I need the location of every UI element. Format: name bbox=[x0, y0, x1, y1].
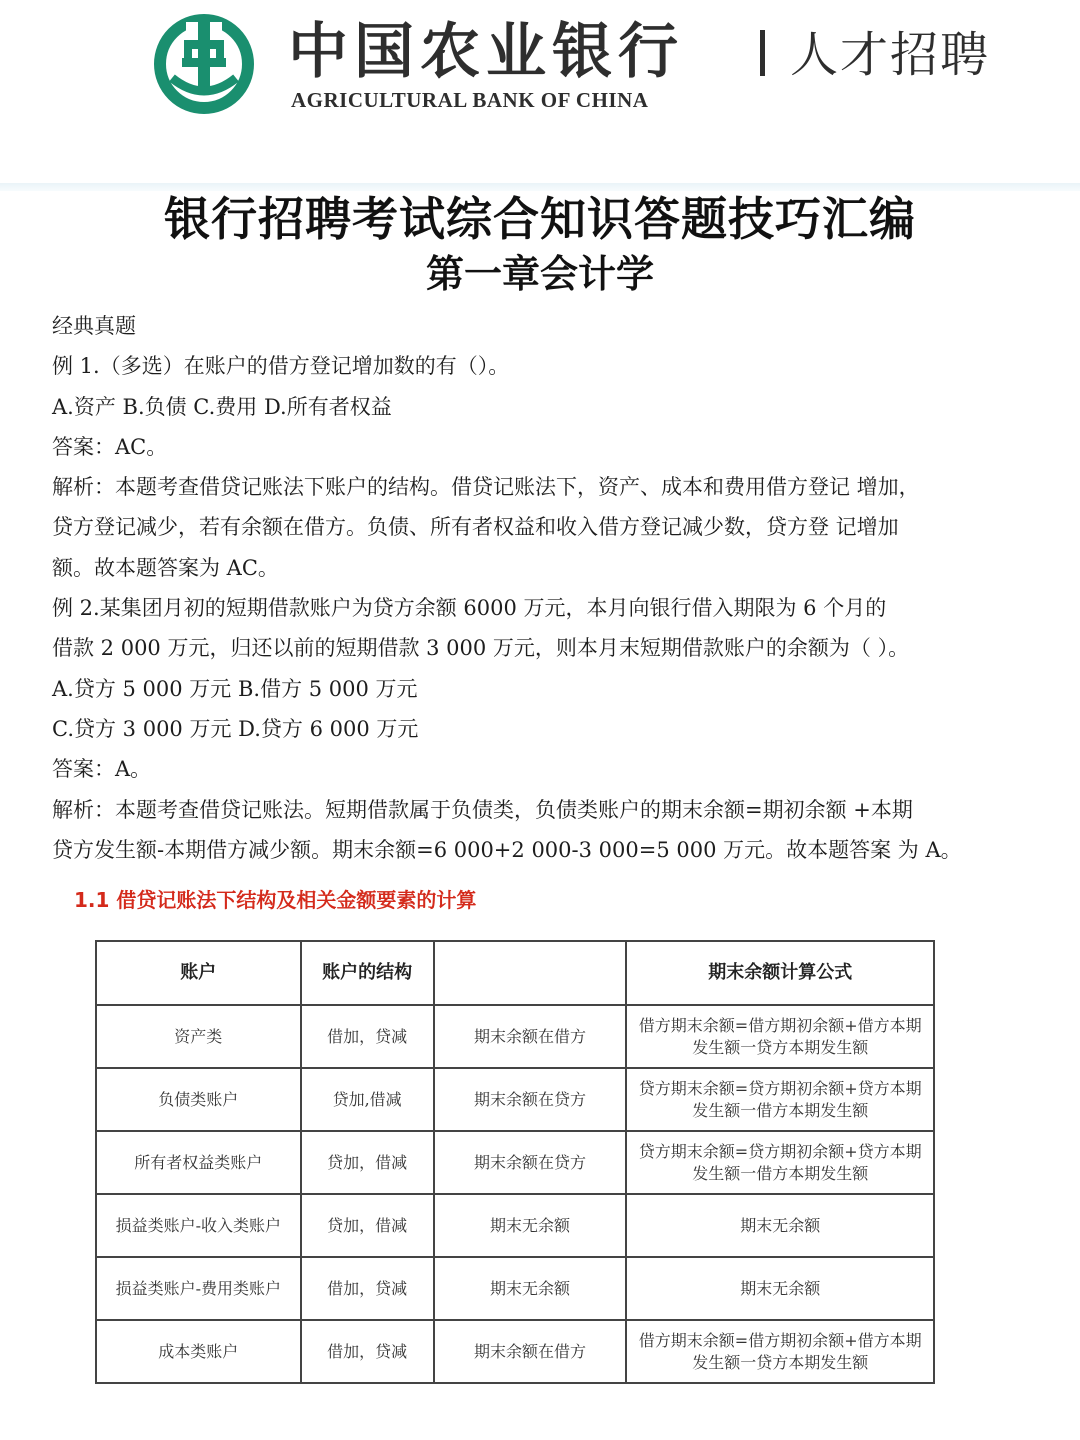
section-heading: 1.1 借贷记账法下结构及相关金额要素的计算 bbox=[74, 888, 477, 912]
table-cell: 期末余额在借方 bbox=[434, 1320, 627, 1383]
account-structure-table bbox=[95, 940, 935, 1384]
table-cell: 负债类账户 bbox=[96, 1068, 301, 1131]
header-cell bbox=[434, 941, 627, 1005]
table-cell: 贷方期末余额=贷方期初余额+贷方本期发生额一借方本期发生额 bbox=[626, 1131, 934, 1194]
table-cell: 损益类账户-费用类账户 bbox=[96, 1257, 301, 1320]
table-cell: 贷加，借减 bbox=[301, 1131, 434, 1194]
table-cell: 贷方期末余额=贷方期初余额+贷方本期发生额一借方本期发生额 bbox=[626, 1068, 934, 1131]
text-line: 借款 2 000 万元，归还以前的短期借款 3 000 万元，则本月末短期借款账户的余额为（ ）。 bbox=[52, 636, 910, 661]
table-cell: 期末余额在贷方 bbox=[434, 1131, 627, 1194]
table-cell: 期末余额在贷方 bbox=[434, 1068, 627, 1131]
table-cell: 期末无余额 bbox=[434, 1257, 627, 1320]
table-cell: 借方期末余额=借方期初余额+借方本期发生额一贷方本期发生额 bbox=[626, 1320, 934, 1383]
table-row bbox=[96, 1320, 934, 1383]
table-header-row bbox=[96, 941, 934, 1005]
brand-header bbox=[0, 0, 1080, 185]
page-title: 银行招聘考试综合知识答题技巧汇编 bbox=[164, 192, 916, 246]
text-line: 经典真题 bbox=[52, 314, 136, 338]
brand-name-en: AGRICULTURAL BANK OF CHINA bbox=[291, 88, 649, 112]
text-line: A.资产 B.负债 C.费用 D.所有者权益 bbox=[52, 394, 392, 419]
text-line: 解析：本题考查借贷记账法下账户的结构。借贷记账法下，资产、成本和费用借方登记 增加， bbox=[52, 475, 920, 500]
table-cell: 损益类账户-收入类账户 bbox=[96, 1194, 301, 1257]
question-body bbox=[52, 306, 1012, 870]
table-row bbox=[96, 1068, 934, 1131]
header-cell: 账户 bbox=[96, 941, 301, 1005]
header-cell: 账户的结构 bbox=[301, 941, 434, 1005]
table-cell: 借加，贷减 bbox=[301, 1005, 434, 1068]
table-row bbox=[96, 1257, 934, 1320]
text-line: 例 1.（多选）在账户的借方登记增加数的有（）。 bbox=[52, 354, 510, 379]
table-cell: 贷加,借减 bbox=[301, 1068, 434, 1131]
brand-name-cn: 中国农业银行 bbox=[288, 17, 684, 87]
table-cell: 借方期末余额=借方期初余额+借方本期发生额一贷方本期发生额 bbox=[626, 1005, 934, 1068]
text-line: 额。故本题答案为 AC。 bbox=[52, 555, 279, 580]
text-line: 例 2.某集团月初的短期借款账户为贷方余额 6000 万元，本月向银行借入期限为 6 个月的 bbox=[52, 596, 887, 621]
text-line: 贷方发生额-本期借方减少额。期末余额=6 000+2 000-3 000=5 000 万元。故本题答案 为 A。 bbox=[52, 837, 962, 862]
table-cell: 资产类 bbox=[96, 1005, 301, 1068]
table-row bbox=[96, 1131, 934, 1194]
text-line: 答案：A。 bbox=[52, 757, 152, 782]
text-line: 答案：AC。 bbox=[52, 434, 168, 459]
header-cell: 期末余额计算公式 bbox=[626, 941, 934, 1005]
table-row bbox=[96, 1194, 934, 1257]
text-line: A.贷方 5 000 万元 B.借方 5 000 万元 bbox=[52, 676, 418, 701]
table-row bbox=[96, 1005, 934, 1068]
table-cell: 贷加，借减 bbox=[301, 1194, 434, 1257]
text-line: 解析：本题考查借贷记账法。短期借款属于负债类，负债类账户的期末余额=期初余额 +本期 bbox=[52, 797, 913, 822]
table-cell: 借加，贷减 bbox=[301, 1320, 434, 1383]
brand-recruit-label: 人才招聘 bbox=[790, 27, 991, 83]
abc-logo-icon bbox=[142, 14, 266, 114]
table-cell: 期末无余额 bbox=[626, 1194, 934, 1257]
table-cell: 期末无余额 bbox=[626, 1257, 934, 1320]
table-cell: 借加，贷减 bbox=[301, 1257, 434, 1320]
table-cell: 期末无余额 bbox=[434, 1194, 627, 1257]
brand-separator bbox=[760, 30, 765, 76]
table-cell: 所有者权益类账户 bbox=[96, 1131, 301, 1194]
chapter-title: 第一章会计学 bbox=[425, 251, 654, 296]
table-cell: 成本类账户 bbox=[96, 1320, 301, 1383]
table-cell: 期末余额在借方 bbox=[434, 1005, 627, 1068]
text-line: 贷方登记减少，若有余额在借方。负债、所有者权益和收入借方登记减少数，贷方登 记增加 bbox=[52, 515, 899, 540]
text-line: C.贷方 3 000 万元 D.贷方 6 000 万元 bbox=[52, 716, 419, 741]
